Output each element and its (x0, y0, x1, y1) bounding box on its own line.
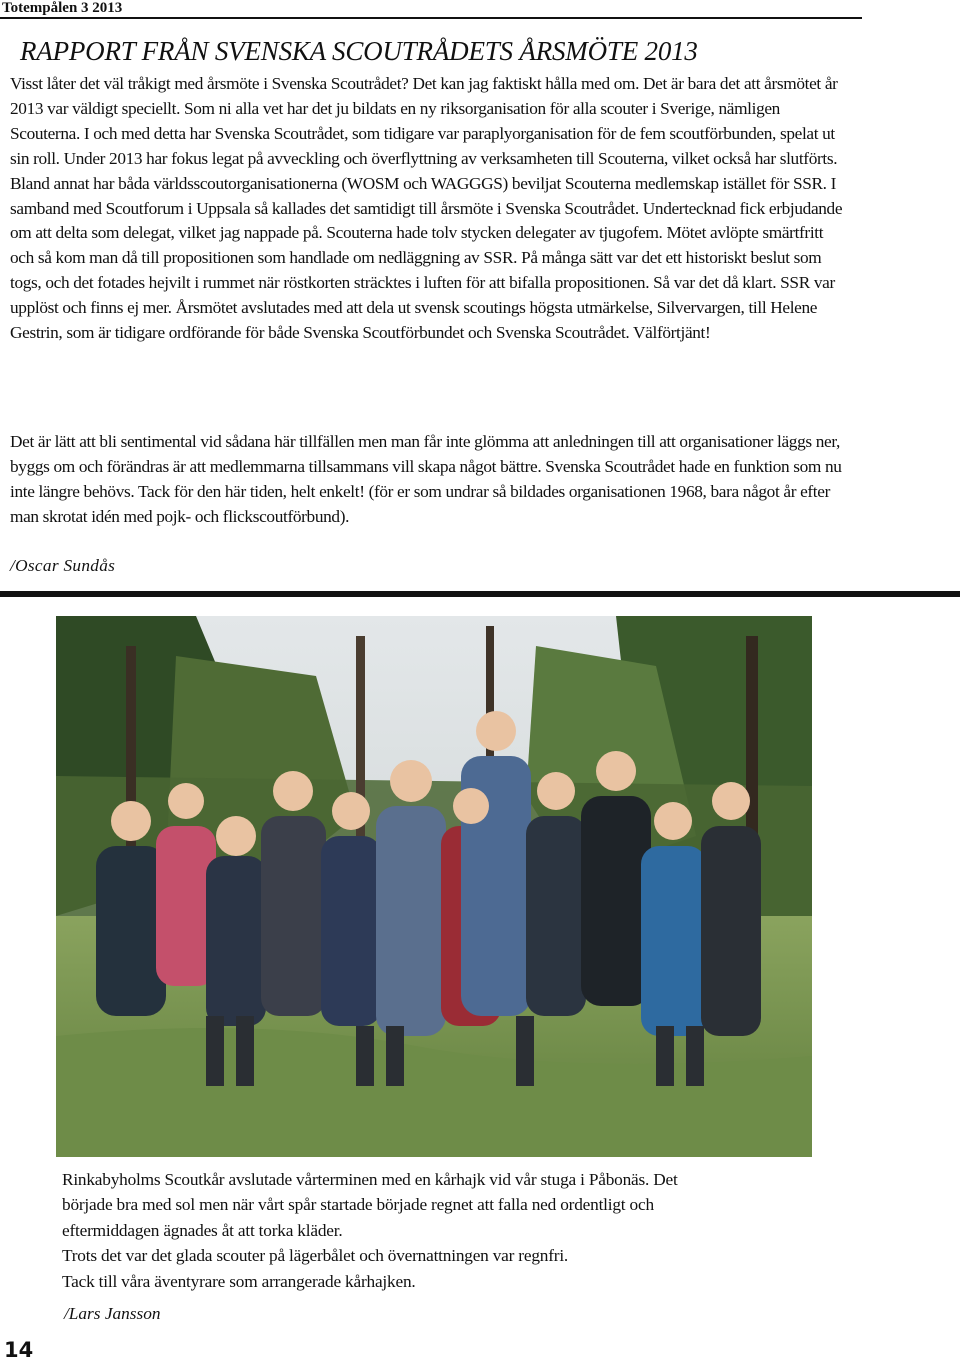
article-title: RAPPORT FRÅN SVENSKA SCOUTRÅDETS ÅRSMÖTE 2013 (20, 36, 698, 66)
running-header: Totempålen 3 2013 (0, 0, 862, 19)
article-paragraph-1: Visst låter det väl tråkigt med årsmöte i Svenska Scoutrådet? Det kan jag faktiskt hålla med om. Det är bara det att årsmötet år 2013 var väldigt speciellt. Som ni alla vet har det ju bildats en ny riksorganisation för alla scouter i Sverige, nämligen Scouterna. I och med detta har Svenska Scoutrådet, som tidigare var paraplyorganisation för de fem scoutförbunden, spelat ut sin roll. Under 2013 har fokus legat på avveckling och överflyttning av verksamheten till Scouterna, vilket också har slutförts. Bland annat har båda världsscoutorganisationerna (WOSM och WAGGGS) beviljat Scouterna medlemskap istället för SSR. I samband med Scoutforum i Uppsala så kallades det samtidigt till årsmöte i Svenska Scoutrådet. Undertecknad fick erbjudande om att delta som delegat, vilket jag nappade på. Scouterna hade tolv stycken delegater av tjugofem. Mötet avlöpte smärtfritt och så kom man då till propositionen som handlade om nedläggning av SSR. På många sätt var det ett historiskt beslut som togs, och det fotades hejvilt i rummet när röstkorten sträcktes i luften för att bifalla propositionen. Så var det då klart. SSR var upplöst och finns ej mer. Årsmötet avslutades med att dela ut svensk scoutings högsta utmärkelse, Silvervargen, till Helene Gestrin, som är tidigare ordförande för både Svenska Scoutförbundet och Svenska Scoutrådet. Välförtjänt! (10, 74, 843, 343)
group-photo (56, 616, 812, 1157)
article-signature: /Oscar Sundås (10, 556, 116, 575)
photo-caption (62, 1167, 802, 1294)
caption-signature: /Lars Jansson (64, 1304, 161, 1323)
photo-caption-line: Rinkabyholms Scoutkår avslutade vårterminen med en kårhajk vid vår stuga i Påbonäs. Det (62, 1170, 678, 1189)
photo-caption-line: började bra med sol men när vårt spår startade började regnet att falla ned ordentligt och (62, 1195, 654, 1215)
photo-caption-line: Trots det var det glada scouter på lägerbålet och övernattningen var regnfri. (62, 1246, 569, 1266)
page-number: 14 (4, 1338, 34, 1362)
article-paragraph-2: Det är lätt att bli sentimental vid sådana här tillfällen men man får inte glömma att anledningen till att organisationer läggs ner, byggs om och förändras är att medlemmarna tillsammans vill skapa något bättre. Svenska Scoutrådet hade en funktion som nu inte längre behövs. Tack för den här tiden, helt enkelt! (för er som undrar så bildades organisationen 1968, bara något år efter man skrotat idén med pojk- och flickscoutförbund). (10, 432, 842, 526)
group-photo-illustration (56, 616, 812, 1157)
photo-caption-line: eftermiddagen ägnades åt att torka kläder. (62, 1220, 343, 1240)
section-divider (0, 591, 960, 597)
photo-caption-line: Tack till våra äventyrare som arrangerade kårhajken. (62, 1271, 416, 1291)
